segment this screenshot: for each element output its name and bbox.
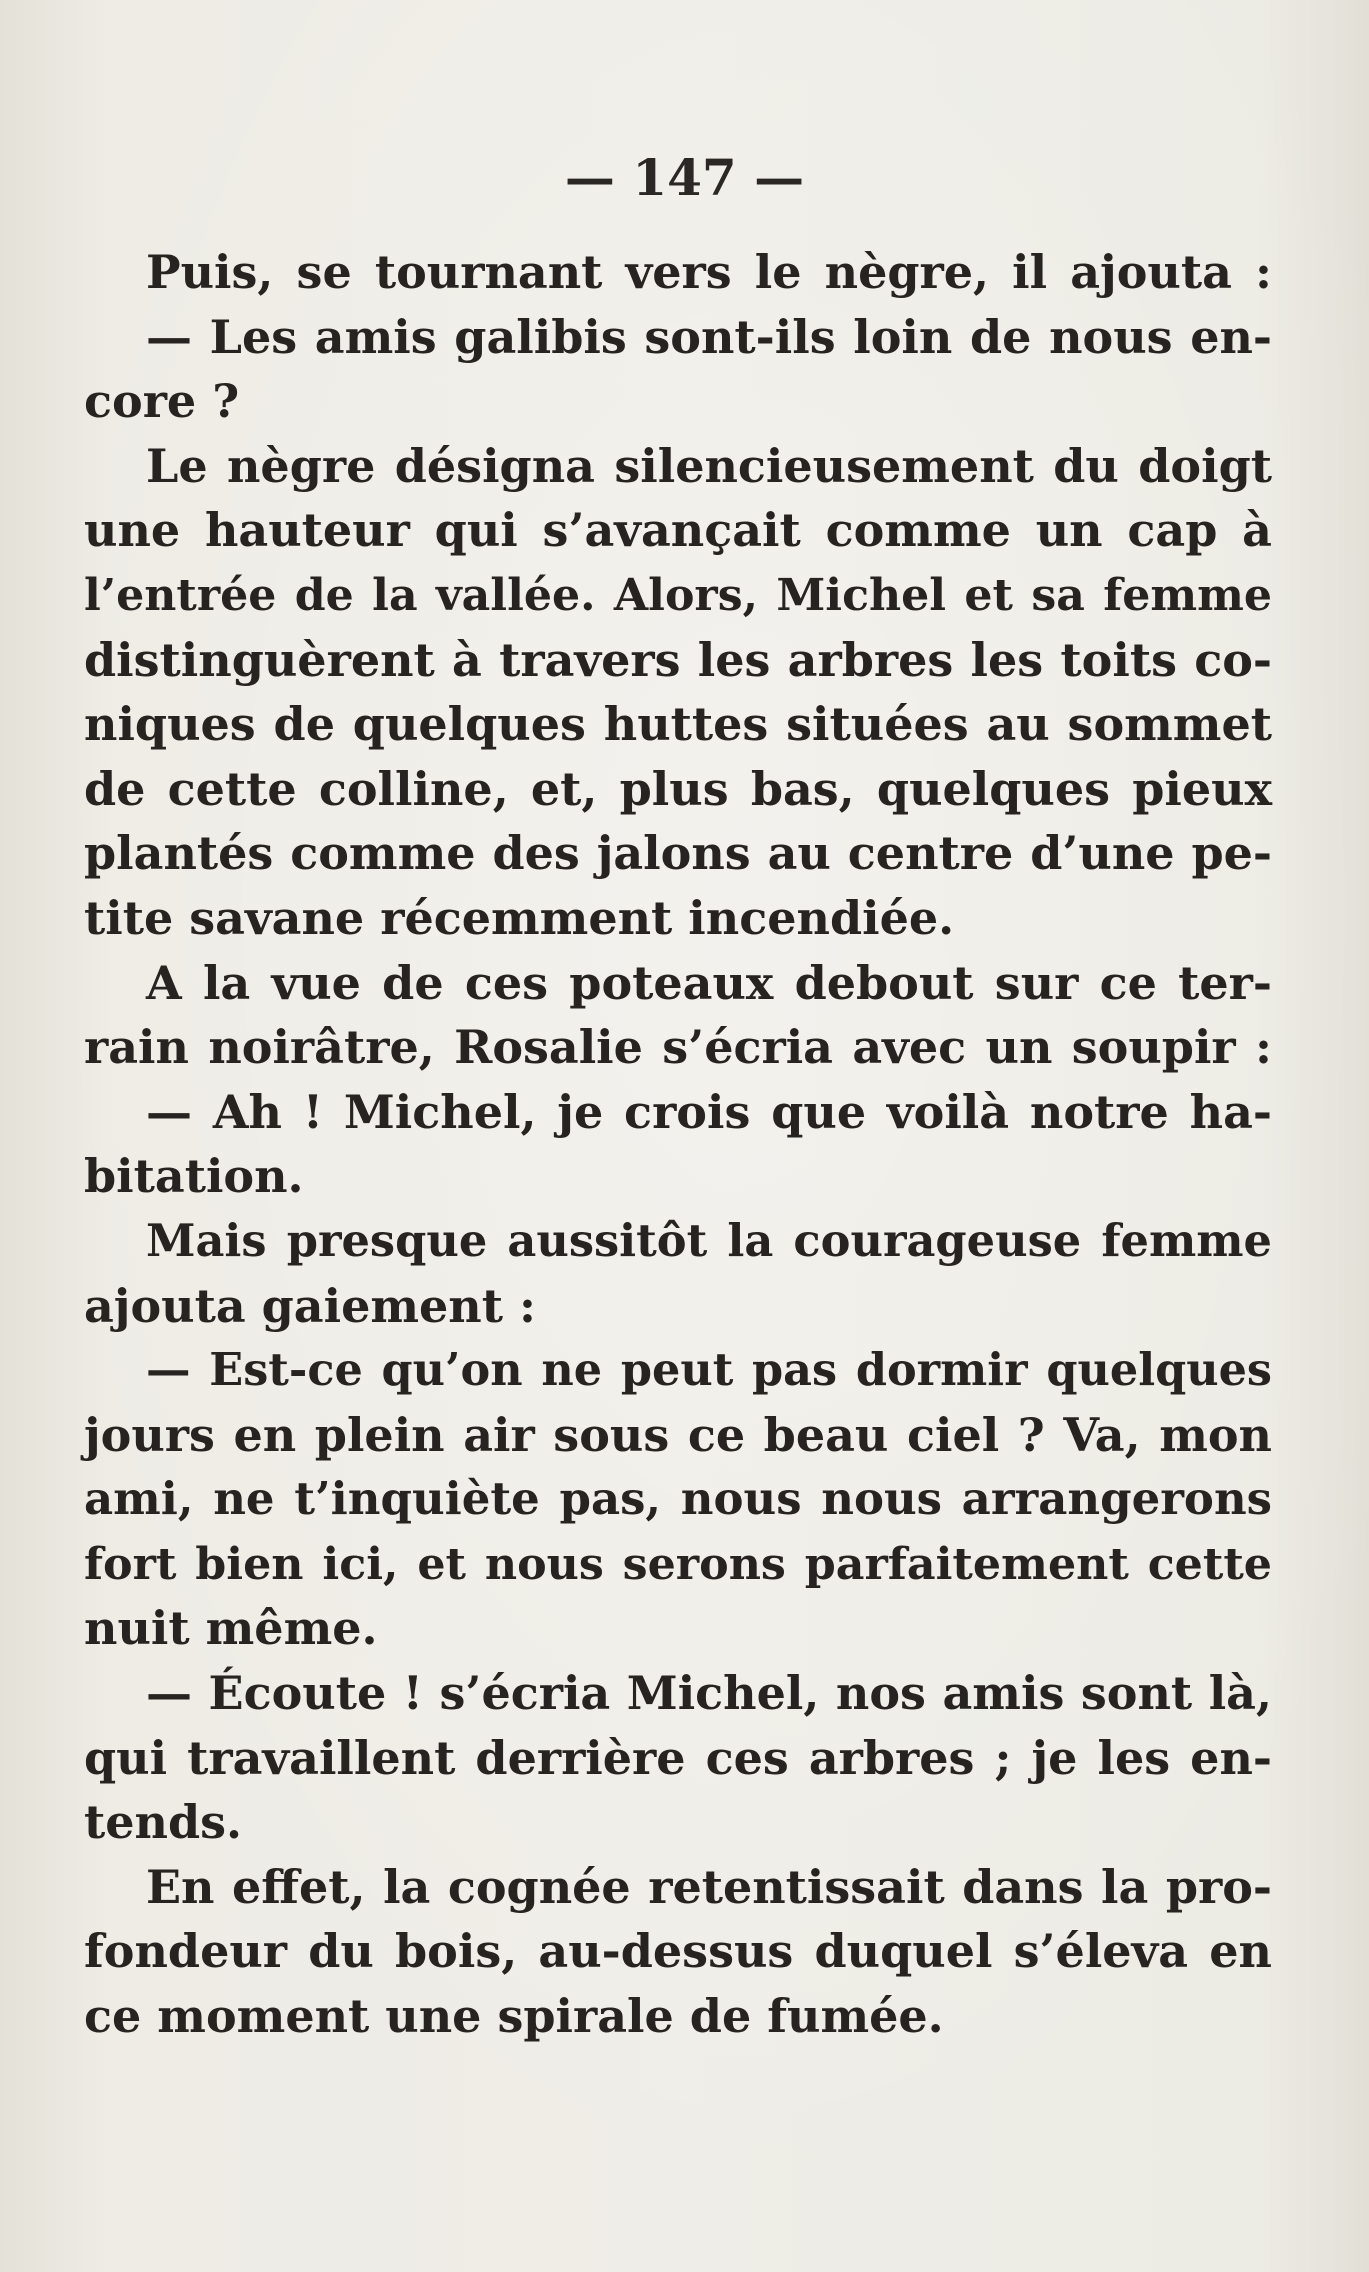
text-line: de cette colline, et, plus bas, quelques pieux (84, 761, 1272, 816)
text-line: Le nègre désigna silencieusement du doigt (146, 438, 1272, 493)
text-line: plantés comme des jalons au centre d’une pe- (84, 826, 1272, 881)
text-line: rain noirâtre, Rosalie s’écria avec un soupir : (84, 1020, 1272, 1075)
text-line: tends. (84, 1795, 243, 1850)
text-line: ce moment une spirale de fumée. (84, 1989, 944, 2044)
text-line: l’entrée de la vallée. Alors, Michel et sa femme (84, 568, 1272, 621)
text-line: A la vue de ces poteaux debout sur ce ter- (146, 955, 1272, 1010)
text-line: — Est-ce qu’on ne peut pas dormir quelques (146, 1343, 1272, 1397)
body-text (84, 240, 1272, 2049)
page-number: — 147 — (564, 148, 805, 207)
text-line: qui travaillent derrière ces arbres ; je les en- (84, 1730, 1272, 1785)
text-line: fondeur du bois, au-dessus duquel s’éleva en (84, 1924, 1272, 1979)
text-line: bitation. (84, 1149, 304, 1204)
text-line: une hauteur qui s’avançait comme un cap à (84, 503, 1272, 558)
text-line: ajouta gaiement : (84, 1278, 536, 1333)
text-line: ami, ne t’inquiète pas, nous nous arrangerons (84, 1472, 1272, 1526)
text-line: nuit même. (84, 1601, 378, 1656)
text-line: niques de quelques huttes situées au sommet (84, 697, 1272, 752)
text-line: distinguèrent à travers les arbres les toits co- (84, 632, 1272, 687)
text-line: core ? (84, 374, 240, 429)
text-line: Puis, se tournant vers le nègre, il ajouta : (146, 245, 1272, 299)
text-line: — Écoute ! s’écria Michel, nos amis sont là, (146, 1666, 1272, 1721)
text-line: Mais presque aussitôt la courageuse femme (146, 1213, 1272, 1267)
text-line: fort bien ici, et nous serons parfaitement cette (84, 1537, 1272, 1590)
text-line: — Les amis galibis sont-ils loin de nous en- (146, 309, 1272, 364)
text-line: tite savane récemment incendiée. (84, 890, 955, 945)
text-line: En effet, la cognée retentissait dans la pro- (146, 1859, 1272, 1914)
text-line: jours en plein air sous ce beau ciel ? Va, mon (84, 1407, 1272, 1462)
text-line: — Ah ! Michel, je crois que voilà notre ha- (146, 1084, 1272, 1139)
